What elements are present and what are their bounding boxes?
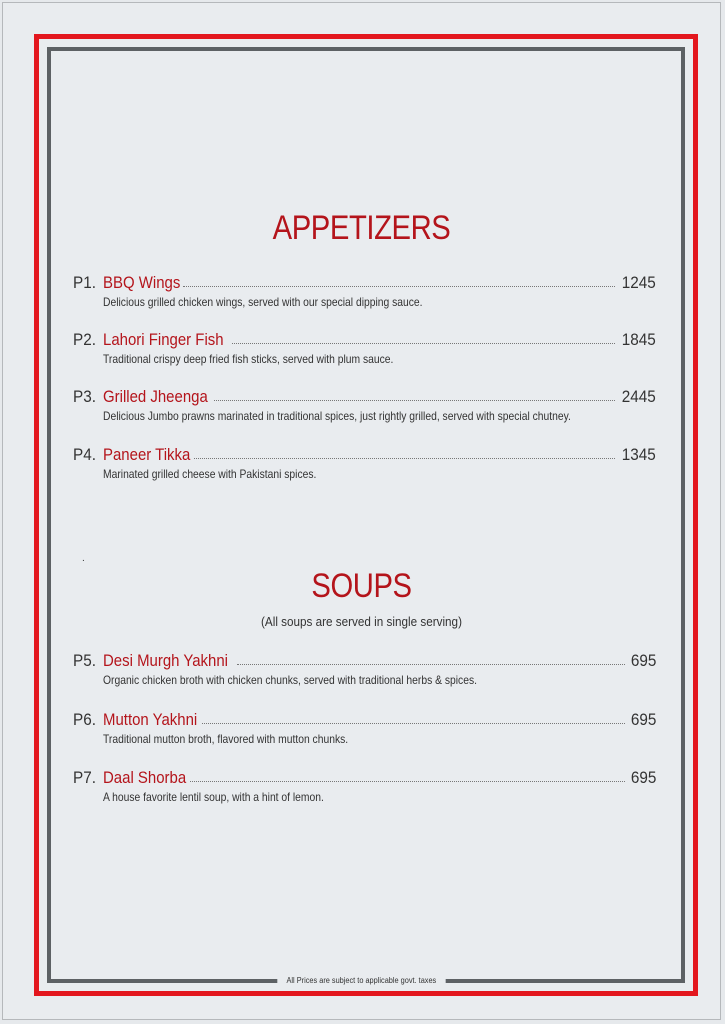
dot-leader xyxy=(194,445,615,459)
item-code: P1. xyxy=(73,273,96,292)
menu-item-p7 xyxy=(73,768,656,804)
item-code: P6. xyxy=(73,710,96,729)
menu-item-p6 xyxy=(73,710,656,746)
appetizers-heading: APPETIZERS xyxy=(272,209,451,247)
soups-subtitle: (All soups are served in single serving) xyxy=(261,614,462,629)
item-description: Organic chicken broth with chicken chunks, served with traditional herbs & spices. xyxy=(103,673,477,687)
item-description: Delicious Jumbo prawns marinated in traditional spices, just rightly grilled, served with special chutney. xyxy=(103,409,571,423)
item-name: Daal Shorba xyxy=(103,768,187,787)
menu-item-p1 xyxy=(73,273,656,309)
item-price: 695 xyxy=(630,768,656,787)
item-price: 695 xyxy=(630,651,656,670)
item-price: 1345 xyxy=(621,445,656,464)
menu-item-p3 xyxy=(73,387,656,423)
inner-grey-border xyxy=(47,47,685,983)
dot-leader xyxy=(214,387,615,401)
dot-leader xyxy=(183,273,615,287)
tax-footnote xyxy=(3,972,720,988)
item-code: P3. xyxy=(73,387,96,406)
soups-heading: SOUPS xyxy=(311,567,412,605)
dot-leader xyxy=(232,330,615,344)
item-name: Mutton Yakhni xyxy=(103,710,198,729)
item-description: A house favorite lentil soup, with a hint of lemon. xyxy=(103,790,324,804)
item-description: Delicious grilled chicken wings, served with our special dipping sauce. xyxy=(103,295,423,309)
item-price: 695 xyxy=(630,710,656,729)
item-description: Traditional mutton broth, flavored with mutton chunks. xyxy=(103,732,349,746)
item-price: 1845 xyxy=(621,330,656,349)
item-price: 1245 xyxy=(621,273,656,292)
item-name: Desi Murgh Yakhni xyxy=(103,651,229,670)
item-name: BBQ Wings xyxy=(103,273,181,292)
tax-footnote-text: All Prices are subject to applicable govt. taxes xyxy=(277,974,445,988)
item-code: P7. xyxy=(73,768,96,787)
item-code: P5. xyxy=(73,651,96,670)
menu-page xyxy=(2,2,721,1020)
menu-item-p5 xyxy=(73,651,656,687)
stray-mark: . xyxy=(82,553,85,564)
item-name: Lahori Finger Fish xyxy=(103,330,224,349)
item-name: Grilled Jheenga xyxy=(103,387,208,406)
menu-item-p2 xyxy=(73,330,656,366)
item-price: 2445 xyxy=(621,387,656,406)
item-code: P4. xyxy=(73,445,96,464)
dot-leader xyxy=(237,651,625,665)
item-description: Marinated grilled cheese with Pakistani spices. xyxy=(103,467,317,481)
menu-item-p4 xyxy=(73,445,656,481)
item-name: Paneer Tikka xyxy=(103,445,191,464)
dot-leader xyxy=(202,710,625,724)
item-description: Traditional crispy deep fried fish sticks, served with plum sauce. xyxy=(103,352,394,366)
item-code: P2. xyxy=(73,330,96,349)
dot-leader xyxy=(190,768,625,782)
